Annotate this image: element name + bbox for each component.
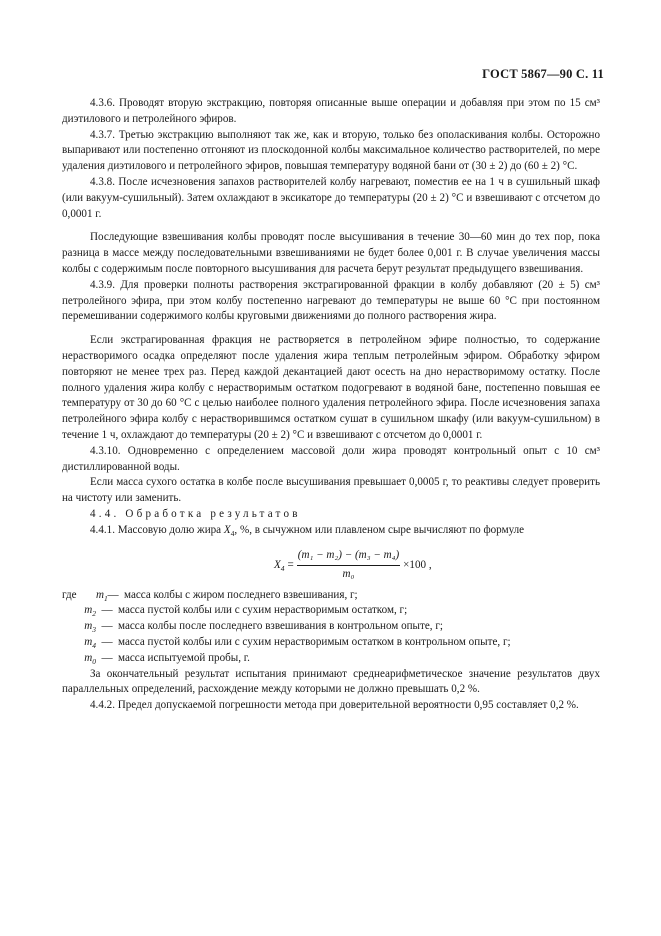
variable-x: X: [223, 523, 231, 536]
definition-dash: —: [101, 604, 113, 617]
definition-symbol-letter: m: [96, 588, 105, 601]
definition-symbol: [62, 635, 96, 651]
definition-text: масса колбы с жиром последнего взвешивания, г;: [124, 588, 358, 601]
definition-text: масса колбы после последнего взвешивания в контрольном опыте, г;: [118, 620, 443, 633]
formula-numerator: (m₁ − m₂) − (m₃ − m₄): [297, 548, 400, 566]
formula-fraction: [297, 548, 400, 583]
paragraph-reagents-check: Если масса сухого остатка в колбе после высушивания превышает 0,0005 г, то реактивы следует проверить на чистоту или заменить.: [62, 476, 600, 505]
definition-symbol-sub: 3: [92, 625, 96, 635]
definition-symbol-letter: m: [84, 620, 93, 633]
page-header: ГОСТ 5867—90 С. 11: [482, 67, 604, 81]
definition-item: [62, 651, 600, 667]
definition-item: [62, 619, 600, 635]
definition-symbol: [62, 603, 96, 619]
paragraph-final-result: За окончательный результат испытания принимают среднеарифметическое значение результатов двух параллельных определений, расхождение между которыми не должно превышать 0,2 %.: [62, 667, 600, 696]
definition-item: [62, 603, 600, 619]
section-heading-4-4: 4.4. Обработка результатов: [90, 507, 301, 520]
paragraph-4-3-10: 4.3.10. Одновременно с определением массовой доли жира проводят контрольный опыт с 10 см³ дистиллированной воды.: [62, 444, 600, 473]
formula-lhs-sub: 4: [280, 563, 285, 573]
paragraph-4-3-7: 4.3.7. Третью экстракцию выполняют так же, как и вторую, только без ополаскивания колбы. Осторожно выпаривают или постепенно отгоняют из плоскодонной колбы максимальное количество растворителей, по мере удаления диэтилового и петролейного эфиров, повышая температуру водяной бани от (30 ± 2) до (60 ± 2) °С.: [62, 128, 600, 173]
document-body: [62, 96, 600, 714]
definition-symbol-sub: 2: [92, 609, 96, 619]
definition-text: масса пустой колбы или с сухим нерастворимым остатком, г;: [118, 604, 408, 617]
definitions-lead: где: [62, 588, 77, 601]
definition-text: масса пустой колбы или с сухим нерастворимым остатком в контрольном опыте, г;: [118, 635, 511, 648]
paragraph-4-4-1: [62, 523, 600, 539]
definition-dash: —: [101, 635, 113, 648]
formula-denominator: m₀: [342, 568, 355, 581]
paragraph-4-3-8: 4.3.8. После исчезновения запахов растворителей колбу нагревают, поместив ее на 1 ч в сушильный шкаф (или вакуум-сушильный). Затем охлаждают в эксикаторе до температуры (20 ± 2) °С и взвешивают с отсчетом до 0,0001 г.: [62, 175, 600, 220]
definition-text: масса испытуемой пробы, г.: [118, 651, 250, 664]
formula-lhs-var: X: [274, 558, 281, 571]
definition-dash: —: [101, 620, 113, 633]
formula-multiplier: ×100 ,: [403, 558, 432, 571]
variable-x-sub: 4: [230, 528, 235, 538]
paragraph-4-3-9: 4.3.9. Для проверки полноты растворения экстрагированной фракции в колбу добавляют (20 ± 5) см³ петролейного эфира, при этом колбу постепенно нагревают до температуры не выше 60 °С при постоянном перемешивании содержимого колбы круговыми движениями до полного растворения жира.: [62, 278, 600, 323]
definition-symbol-letter: m: [84, 635, 93, 648]
definition-symbol: [62, 651, 96, 667]
definition-dash: —: [101, 651, 113, 664]
definition-symbol-sub: 4: [92, 641, 96, 651]
definition-symbol-sub: 0: [92, 656, 96, 666]
fat-fraction-formula: [62, 548, 600, 584]
paragraph-weighing: Последующие взвешивания колбы проводят после высушивания в течение 30—60 мин до тех пор, пока разница в массе между последовательными взвешиваниями не будет более 0,001 г. В случае увеличения массы колбы с содержимым после повторного высушивания для расчета берут результат предыдущего взвешивания.: [62, 231, 600, 275]
definition-symbol-sub: 1: [104, 593, 108, 603]
paragraph-4-4-1-tail: , %, в сычужном или плавленом сыре вычисляют по формуле: [234, 523, 525, 536]
definition-item: [62, 635, 600, 651]
definition-symbol: [62, 619, 96, 635]
paragraph-4-4-1-lead: 4.4.1. Массовую долю жира: [90, 523, 224, 536]
paragraph-insoluble-fraction: Если экстрагированная фракция не растворяется в петролейном эфире полностью, то содержание нерастворимого осадка определяют после удаления жира теплым петролейным эфиром. Обработку эфиром повторяют не менее трех раз. Перед каждой декантацией дают осесть на дно нерастворимому остатку. После полного удаления жира колбу с нерастворимым остатком подогревают в водяной бане, постепенно повышая ее температуру от 30 до 60 °С с целью наиболее полного удаления петролейного эфира. После исчезновения запаха петролейного эфира колбу с нерастворившимся остатком сушат в сушильном шкафу (или вакуум-сушильном) в течение 1 ч, охлаждают до температуры (20 ± 2) °С и взвешивают с отсчетом до 0,0001 г.: [62, 334, 600, 441]
formula-lhs: [274, 558, 285, 574]
formula-equals: =: [287, 558, 294, 571]
definition-symbol-letter: m: [84, 604, 93, 617]
definition-symbol-letter: m: [84, 651, 93, 664]
symbol-definitions: [62, 588, 600, 667]
definition-item: [62, 588, 600, 604]
definition-dash: —: [107, 588, 119, 601]
paragraph-4-3-6: 4.3.6. Проводят вторую экстракцию, повторяя описанные выше операции и добавляя при этом по 15 см³ диэтилового и петролейного эфиров.: [62, 97, 600, 125]
paragraph-4-4-2: 4.4.2. Предел допускаемой погрешности метода при доверительной вероятности 0,95 составляет 0,2 %.: [90, 699, 579, 712]
